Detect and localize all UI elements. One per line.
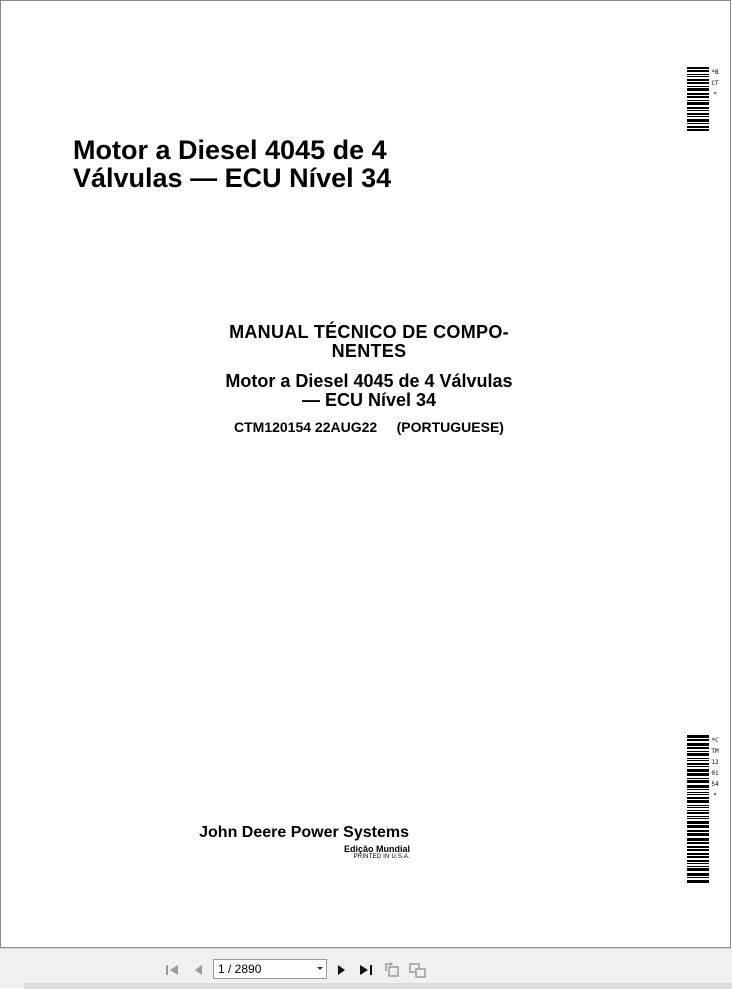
barcode-bar <box>687 853 709 855</box>
barcode-bar <box>687 818 709 819</box>
barcode-bar <box>687 751 709 752</box>
barcode-bar <box>687 76 709 77</box>
barcode-bar <box>687 88 709 91</box>
barcode-bar <box>687 107 709 109</box>
barcode-bar <box>687 856 709 858</box>
barcode-bar <box>687 773 709 776</box>
barcode-bar <box>687 863 709 864</box>
barcode-bar <box>687 760 709 761</box>
main-title <box>73 136 433 192</box>
scrollbar-track[interactable] <box>24 983 732 989</box>
barcode-bar <box>687 805 709 806</box>
barcode-bar <box>687 126 709 128</box>
subtitle-line-2: — ECU Nível 34 <box>301 390 437 410</box>
subtitle <box>201 372 537 410</box>
barcode-bar <box>687 86 709 87</box>
barcode-bar <box>687 825 709 828</box>
page-number-value: 1 / 2890 <box>218 962 262 976</box>
title-block <box>201 323 537 435</box>
barcode-bar <box>687 816 709 817</box>
barcode-bar <box>687 800 709 803</box>
barcode-bar <box>687 763 709 765</box>
barcode-bar <box>687 780 709 783</box>
barcode-bar <box>687 785 709 788</box>
barcode-bar <box>687 860 709 862</box>
barcode-bar <box>687 769 709 772</box>
barcode-bar <box>687 758 709 759</box>
barcode-bar <box>687 116 709 117</box>
barcode-bar <box>687 880 709 883</box>
edition-label: Edição Mundial <box>343 844 410 854</box>
barcode-bar <box>687 833 709 836</box>
printed-label: PRINTED IN U.S.A. <box>353 854 410 860</box>
manual-type-line-1: MANUAL TÉCNICO DE COMPO- <box>229 322 509 342</box>
barcode-bar <box>687 82 709 84</box>
barcode-bar <box>687 79 709 81</box>
barcode-bar <box>687 100 709 101</box>
manual-type-line-2: NENTES <box>331 341 407 361</box>
viewer-toolbar <box>0 948 732 988</box>
barcode-bar <box>687 739 709 741</box>
barcode-bar <box>687 96 709 98</box>
barcode-bar <box>687 74 709 75</box>
company-name: John Deere Power Systems <box>199 824 409 841</box>
page-number-select[interactable] <box>213 959 327 979</box>
rotate-icon[interactable] <box>383 961 401 979</box>
barcode-top <box>687 67 719 135</box>
barcode-bar <box>687 810 709 811</box>
barcode-bar <box>687 873 709 876</box>
barcode-bar <box>687 93 709 95</box>
barcode-bar <box>687 792 709 793</box>
last-page-icon[interactable] <box>357 961 375 979</box>
barcode-bar <box>687 842 709 844</box>
barcode-bar <box>687 747 709 749</box>
barcode-bottom-text: *CTM120154* <box>711 737 719 799</box>
barcode-bottom <box>687 735 719 885</box>
barcode-bar <box>687 830 709 832</box>
barcode-bar <box>687 789 709 790</box>
chevron-down-icon <box>317 967 323 970</box>
barcode-bar <box>687 70 709 72</box>
main-title-line-1: Motor a Diesel 4045 de 4 <box>73 135 387 165</box>
barcode-bar <box>687 119 709 122</box>
barcode-bar <box>687 807 709 808</box>
barcode-bar <box>687 868 709 871</box>
barcode-bar <box>687 67 709 69</box>
barcode-bar <box>687 866 709 867</box>
first-page-icon[interactable] <box>163 961 181 979</box>
barcode-bar <box>687 129 709 131</box>
subtitle-line-1: Motor a Diesel 4045 de 4 Válvulas <box>225 371 513 391</box>
barcode-bar <box>687 102 709 105</box>
document-code: CTM120154 22AUG22 (PORTUGUESE) <box>234 419 504 435</box>
barcode-bar <box>687 766 709 767</box>
barcode-bar <box>687 846 709 848</box>
barcode-bar <box>687 794 709 795</box>
main-title-line-2: Válvulas — ECU Nível 34 <box>73 163 392 193</box>
barcode-bar <box>687 110 709 111</box>
view-mode-icon[interactable] <box>409 961 427 979</box>
barcode-bar <box>687 849 709 851</box>
next-page-icon[interactable] <box>332 961 350 979</box>
barcode-bar <box>687 753 709 756</box>
manual-type <box>201 323 537 361</box>
barcode-bar <box>687 877 709 878</box>
barcode-bar <box>687 812 709 814</box>
barcode-bar <box>687 797 709 799</box>
barcode-bar <box>687 743 709 746</box>
barcode-bar <box>687 838 709 841</box>
barcode-top-text: *BCT* <box>711 69 719 98</box>
barcode-bar <box>687 113 709 115</box>
previous-page-icon[interactable] <box>189 961 207 979</box>
barcode-bar <box>687 123 709 124</box>
barcode-bar <box>687 778 709 779</box>
barcode-bar <box>687 735 709 738</box>
barcode-bar <box>687 821 709 824</box>
